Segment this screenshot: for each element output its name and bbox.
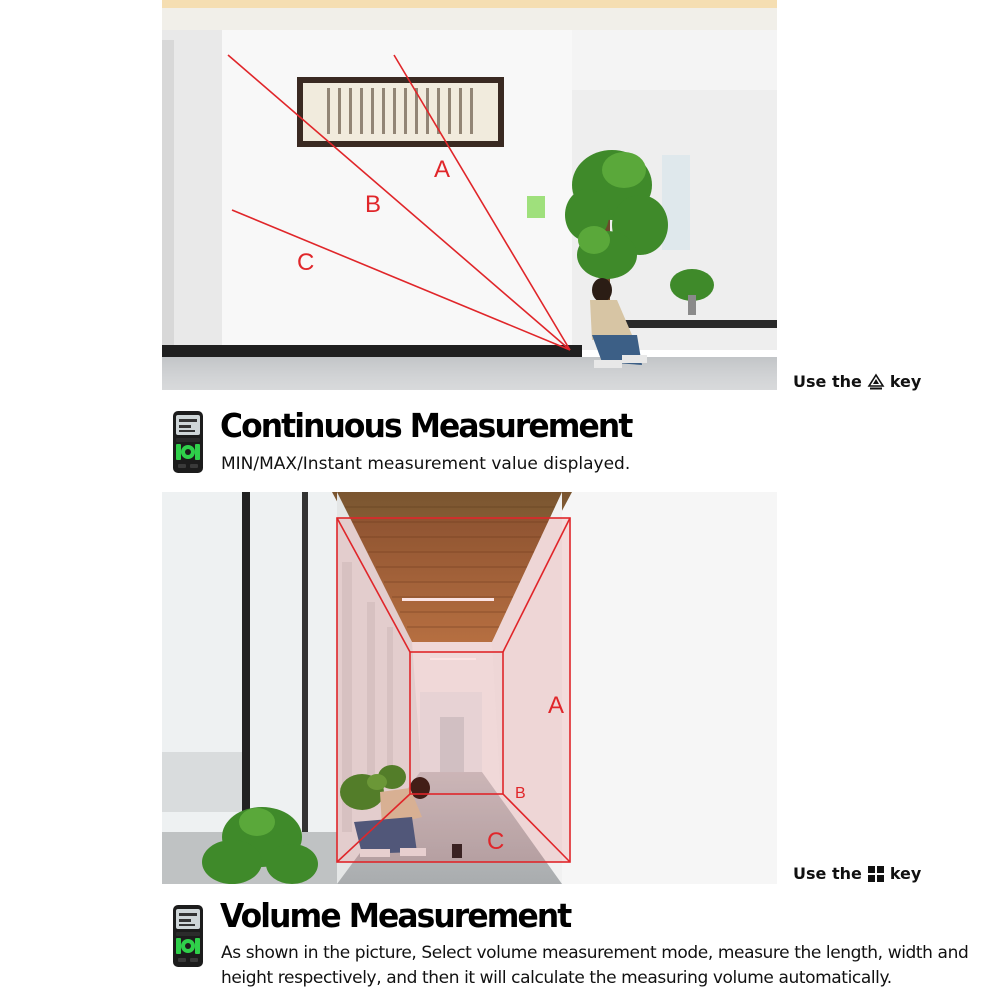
continuous-measurement-title: Continuous Measurement — [220, 406, 632, 445]
key-hint-suffix: key — [889, 864, 922, 883]
photo1-label-a: A — [434, 156, 451, 183]
volume-key-hint — [793, 864, 921, 883]
volume-measurement-description: As shown in the picture, Select volume measurement mode, measure the length, width and height respectively, and then it will calculate the measuring volume automatically. — [221, 943, 969, 988]
triangle-laser-key-icon — [867, 373, 885, 391]
photo2-label-b: B — [515, 785, 526, 802]
grid-function-key-icon — [867, 865, 885, 883]
key-hint-prefix: Use the — [793, 864, 862, 883]
key-hint-prefix: Use the — [793, 372, 862, 391]
laser-meter-device-icon — [172, 904, 204, 968]
photo1-label-c: C — [297, 249, 315, 276]
continuous-measurement-photo — [162, 0, 777, 390]
photo1-label-b: B — [365, 191, 382, 218]
key-hint-suffix: key — [889, 372, 922, 391]
photo2-label-c: C — [487, 828, 505, 855]
volume-measurement-photo — [162, 492, 777, 884]
photo2-label-a: A — [548, 692, 565, 719]
laser-meter-device-icon — [172, 410, 204, 474]
continuous-measurement-description: MIN/MAX/Instant measurement value displayed. — [221, 454, 631, 474]
volume-measurement-title: Volume Measurement — [220, 896, 571, 935]
continuous-key-hint — [793, 372, 921, 391]
